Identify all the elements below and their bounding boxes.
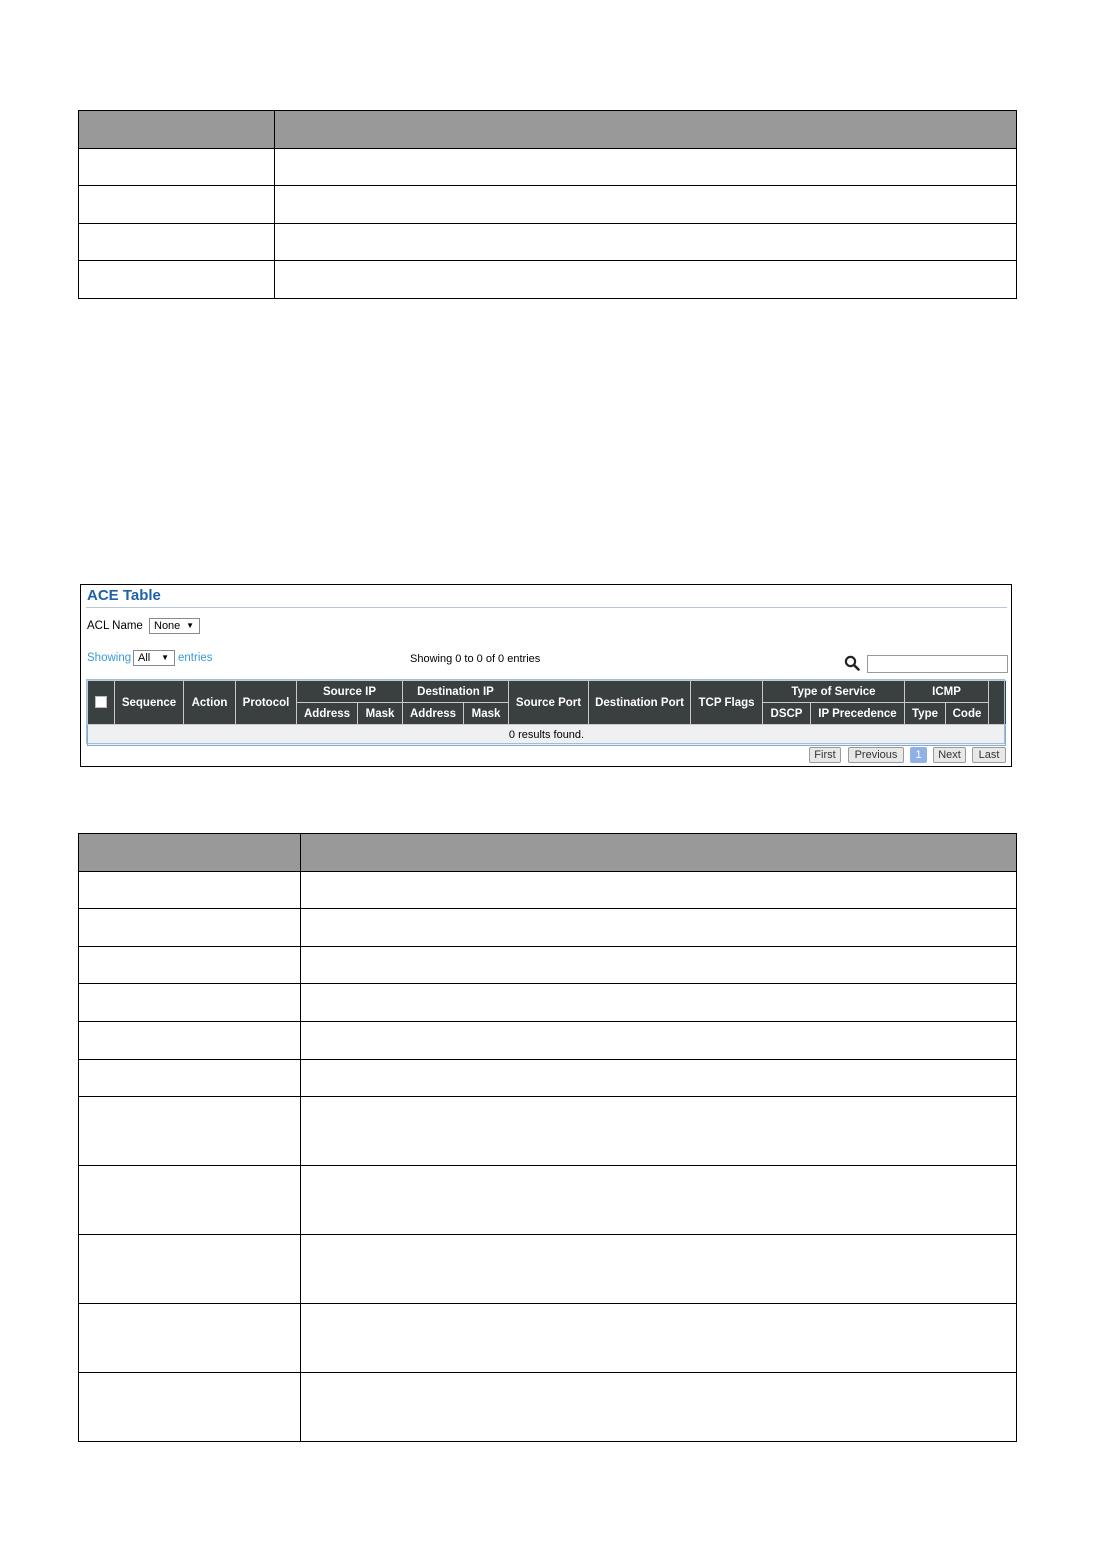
select-all-checkbox[interactable]: [95, 696, 107, 708]
acl-name-select[interactable]: [149, 618, 200, 634]
doc-table-row: [79, 1097, 1017, 1166]
next-page-button[interactable]: Next: [933, 747, 966, 763]
column-header-action[interactable]: Action: [184, 681, 236, 725]
doc-table-header-row: [79, 834, 1017, 872]
column-header-protocol[interactable]: Protocol: [236, 681, 297, 725]
empty-message: 0 results found.: [88, 725, 1006, 746]
ace-table-panel: [80, 584, 1012, 767]
column-header-source-address[interactable]: Address: [297, 703, 358, 725]
scrollbar-spacer: [989, 681, 1006, 725]
doc-table-row: [79, 148, 1017, 186]
column-header-destination-mask[interactable]: Mask: [464, 703, 509, 725]
doc-table-row: [79, 871, 1017, 909]
doc-table-top: [78, 110, 1017, 299]
entries-label: entries: [178, 652, 213, 664]
ace-grid: [87, 680, 1006, 746]
previous-page-button[interactable]: Previous: [848, 747, 904, 763]
column-header-sequence[interactable]: Sequence: [115, 681, 184, 725]
table-row: [88, 725, 1006, 746]
column-header-destination-address[interactable]: Address: [403, 703, 464, 725]
doc-table-row: [79, 1021, 1017, 1059]
column-header-destination-port[interactable]: Destination Port: [589, 681, 691, 725]
column-header-source-mask[interactable]: Mask: [358, 703, 403, 725]
showing-label: Showing: [87, 652, 132, 664]
title-divider: [86, 607, 1007, 608]
first-page-button[interactable]: First: [809, 747, 841, 763]
acl-name-label: ACL Name: [87, 620, 143, 632]
doc-table-row: [79, 1373, 1017, 1442]
doc-table-row: [79, 1059, 1017, 1097]
doc-table-row: [79, 186, 1017, 224]
chevron-down-icon: ▼: [186, 621, 194, 630]
doc-table-header-row: [79, 111, 1017, 149]
doc-table-row: [79, 1235, 1017, 1304]
table-info: Showing 0 to 0 of 0 entries: [410, 653, 541, 665]
doc-table-row: [79, 261, 1017, 299]
doc-table-bottom: [78, 833, 1017, 1442]
entries-per-page-select[interactable]: [133, 650, 175, 666]
doc-table-row: [79, 984, 1017, 1022]
column-header-source-port[interactable]: Source Port: [509, 681, 589, 725]
acl-name-value: None: [154, 620, 181, 632]
current-page-button[interactable]: 1: [910, 747, 927, 763]
doc-table-row: [79, 223, 1017, 261]
column-header-icmp-code[interactable]: Code: [946, 703, 989, 725]
column-header-dscp[interactable]: DSCP: [763, 703, 811, 725]
column-group-type-of-service: Type of Service: [763, 681, 905, 703]
column-header-icmp-type[interactable]: Type: [905, 703, 946, 725]
column-header-tcp-flags[interactable]: TCP Flags: [691, 681, 763, 725]
search-icon[interactable]: [844, 655, 860, 671]
panel-title: ACE Table: [87, 587, 161, 604]
column-group-icmp: ICMP: [905, 681, 989, 703]
doc-table-row: [79, 1166, 1017, 1235]
chevron-down-icon: ▼: [161, 653, 169, 662]
select-all-header: [88, 681, 115, 725]
column-header-ip-precedence[interactable]: IP Precedence: [811, 703, 905, 725]
doc-table-row: [79, 1304, 1017, 1373]
search-input[interactable]: [867, 655, 1008, 673]
doc-table-row: [79, 909, 1017, 947]
column-group-source-ip: Source IP: [297, 681, 403, 703]
entries-per-page-value: All: [138, 652, 151, 664]
column-group-destination-ip: Destination IP: [403, 681, 509, 703]
doc-table-row: [79, 946, 1017, 984]
last-page-button[interactable]: Last: [972, 747, 1006, 763]
